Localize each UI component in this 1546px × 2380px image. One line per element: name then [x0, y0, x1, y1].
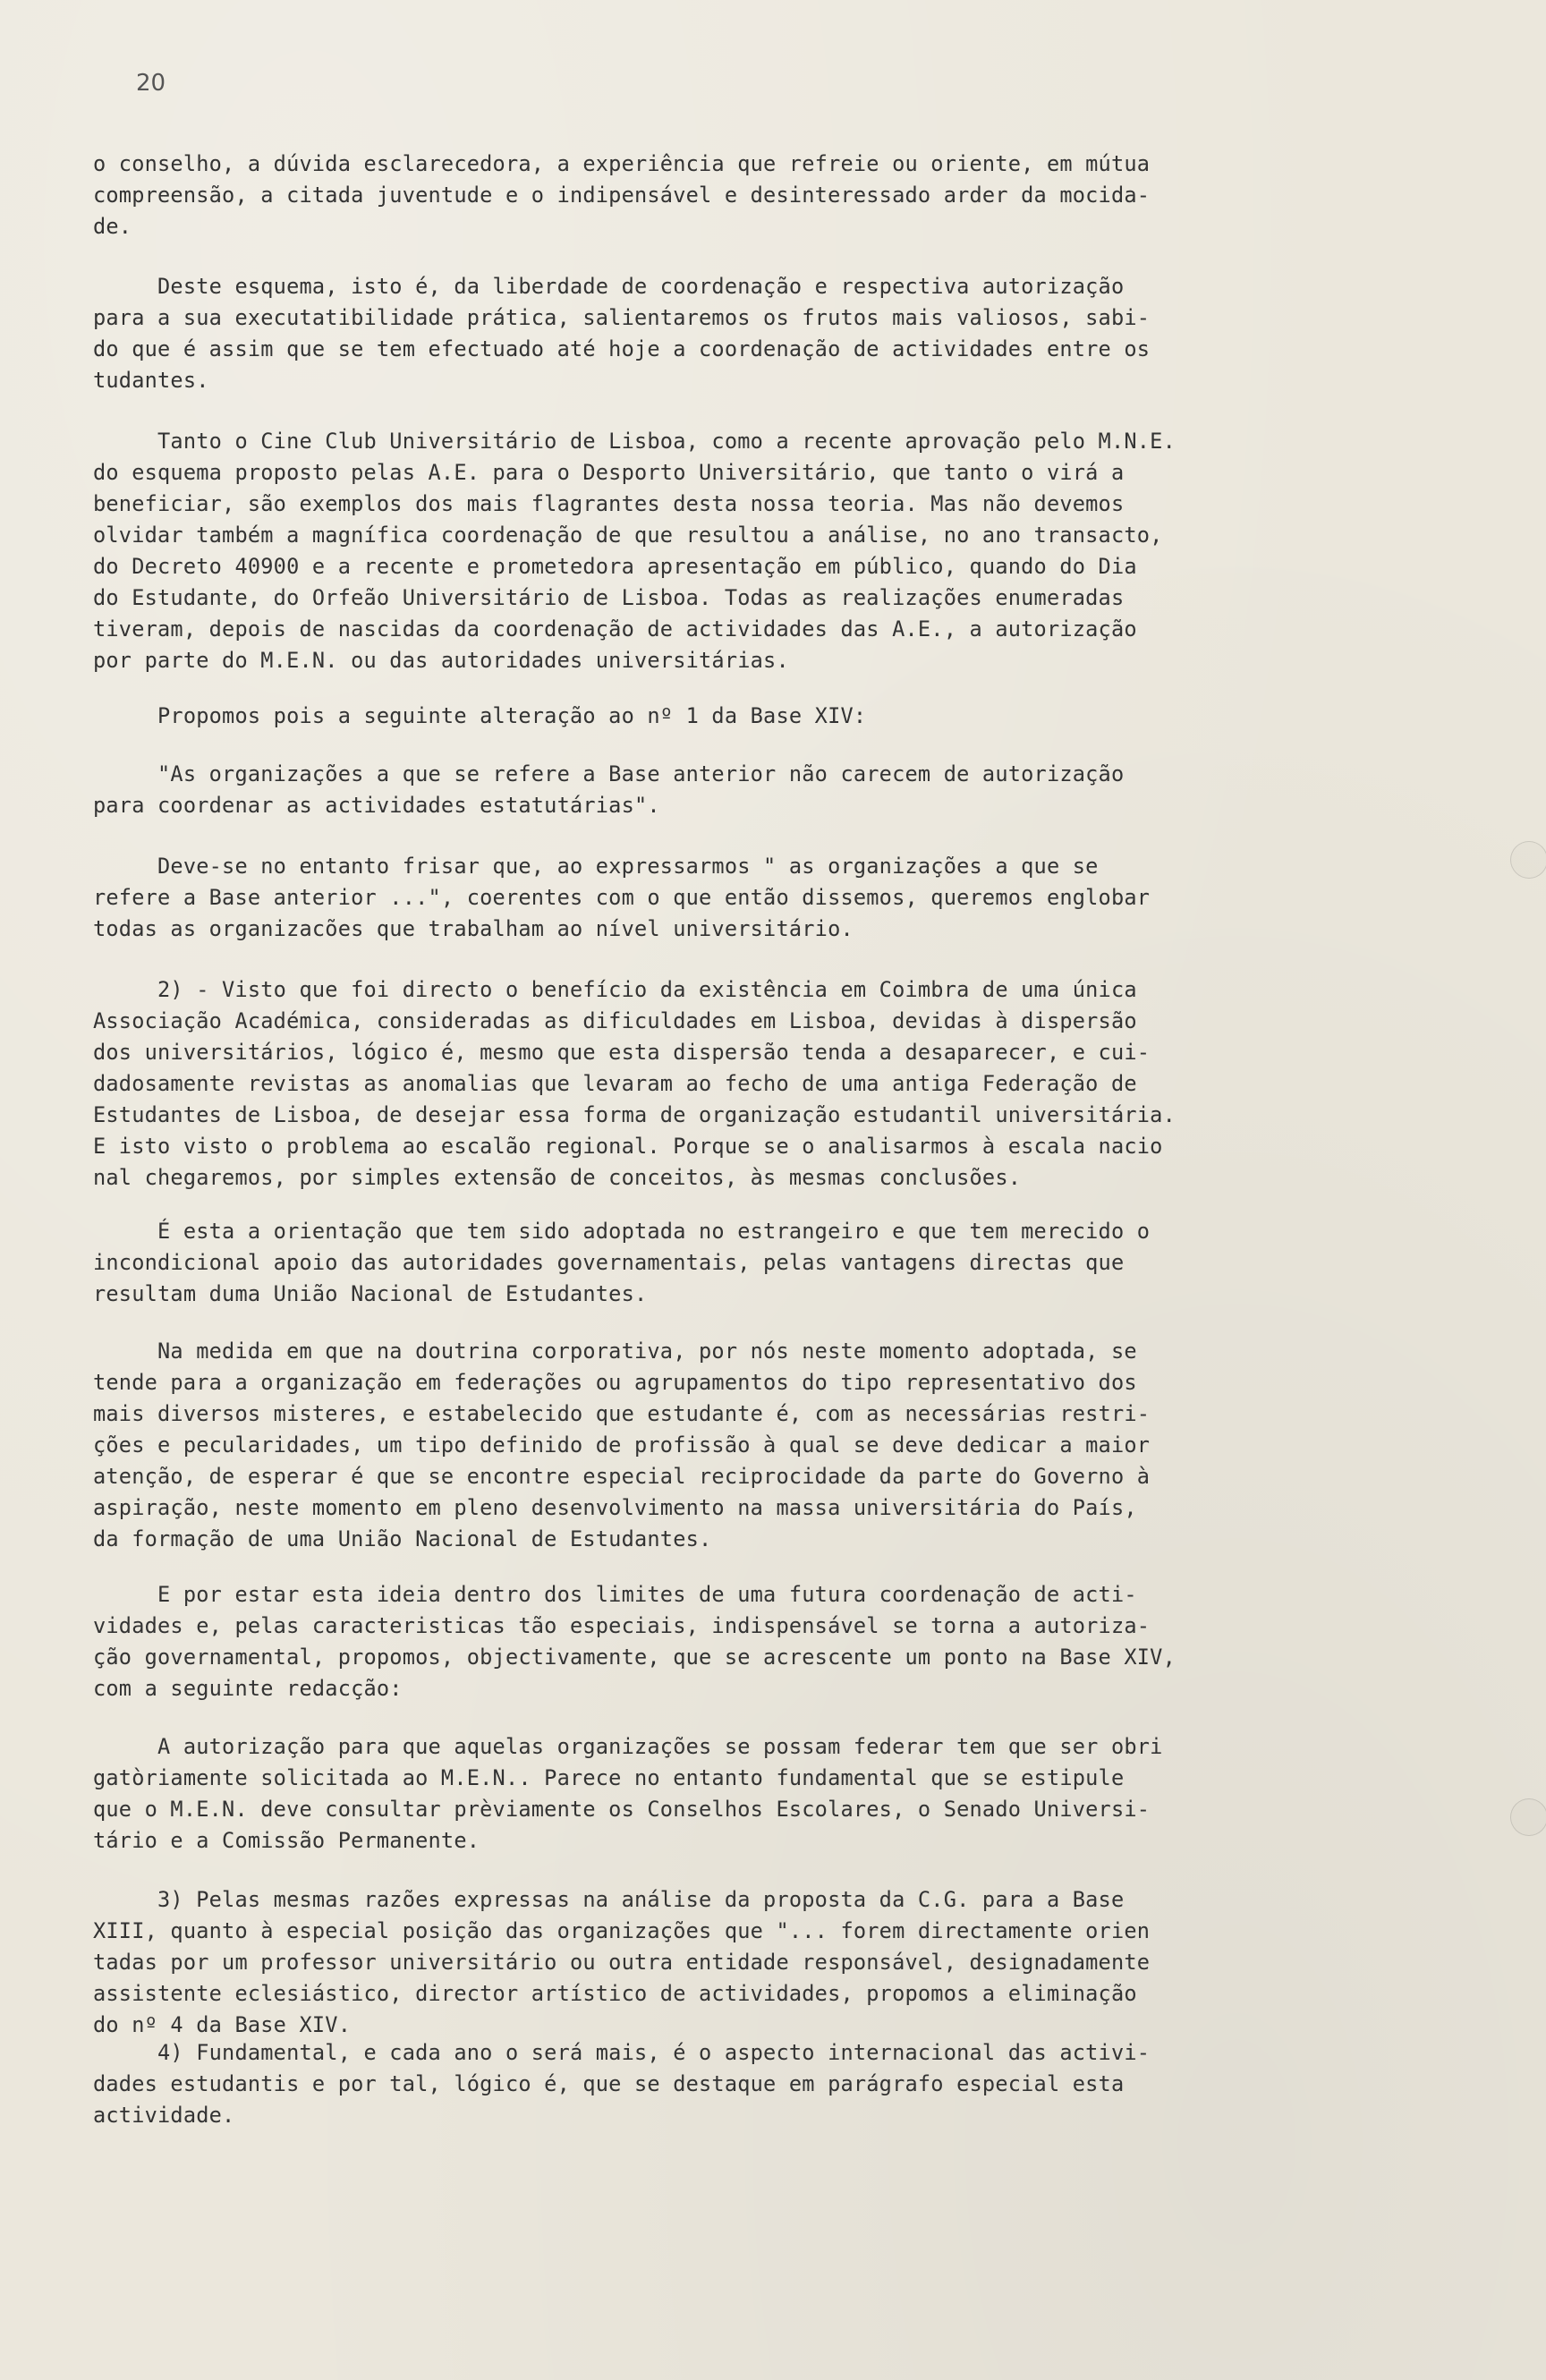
- text-line: tadas por um professor universitário ou outra entidade responsável, designadamente: [93, 1950, 1151, 1975]
- text-line: todas as organizacões que trabalham ao nível universitário.: [93, 916, 854, 941]
- text-line: compreensão, a citada juventude e o indipensável e desinteressado arder da mocida-: [93, 183, 1151, 208]
- text-line: do esquema proposto pelas A.E. para o Desporto Universitário, que tanto o virá a: [93, 460, 1125, 485]
- text-line: ções e pecularidades, um tipo definido de profissão à qual se deve dedicar a maior: [93, 1432, 1151, 1458]
- paragraph: [93, 1884, 1337, 2041]
- text-line: ção governamental, propomos, objectivamente, que se acrescente um ponto na Base XIV,: [93, 1645, 1176, 1670]
- text-line: 2) - Visto que foi directo o benefício da existência em Coimbra de uma única: [93, 977, 1137, 1002]
- text-line: o conselho, a dúvida esclarecedora, a experiência que refreie ou oriente, em mútua: [93, 151, 1151, 176]
- text-line: beneficiar, são exemplos dos mais flagrantes desta nossa teoria. Mas não devemos: [93, 491, 1125, 516]
- paragraph: [93, 851, 1337, 945]
- text-line: dos universitários, lógico é, mesmo que esta dispersão tenda a desaparecer, e cui-: [93, 1040, 1151, 1065]
- paragraph: [93, 759, 1337, 821]
- text-line: que o M.E.N. deve consultar prèviamente os Conselhos Escolares, o Senado Universi-: [93, 1797, 1151, 1822]
- text-line: 4) Fundamental, e cada ano o será mais, é o aspecto internacional das activi-: [93, 2040, 1151, 2065]
- text-line: da formação de uma União Nacional de Estudantes.: [93, 1526, 712, 1551]
- text-line: do nº 4 da Base XIV.: [93, 2012, 352, 2037]
- text-line: olvidar também a magnífica coordenação de que resultou a análise, no ano transacto,: [93, 523, 1163, 548]
- text-line: dadosamente revistas as anomalias que levaram ao fecho de uma antiga Federação de: [93, 1071, 1137, 1096]
- text-line: para coordenar as actividades estatutárias".: [93, 793, 660, 818]
- text-line: do que é assim que se tem efectuado até hoje a coordenação de actividades entre os: [93, 336, 1151, 361]
- paragraph: [93, 1216, 1337, 1310]
- paragraph: [93, 271, 1337, 396]
- paragraph: [93, 974, 1337, 1194]
- text-line: tiveram, depois de nascidas da coordenação de actividades das A.E., a autorização: [93, 616, 1137, 642]
- text-line: nal chegaremos, por simples extensão de conceitos, às mesmas conclusões.: [93, 1165, 1022, 1190]
- text-line: do Estudante, do Orfeão Universitário de Lisboa. Todas as realizações enumeradas: [93, 585, 1125, 610]
- text-line: E por estar esta ideia dentro dos limites de uma futura coordenação de acti-: [93, 1582, 1137, 1607]
- paragraph: [93, 1579, 1337, 1704]
- paragraph: [93, 426, 1337, 676]
- text-line: Na medida em que na doutrina corporativa, por nós neste momento adoptada, se: [93, 1339, 1137, 1364]
- text-line: tário e a Comissão Permanente.: [93, 1828, 480, 1853]
- text-line: de.: [93, 214, 132, 239]
- text-line: por parte do M.E.N. ou das autoridades universitárias.: [93, 648, 789, 673]
- text-line: assistente eclesiástico, director artístico de actividades, propomos a eliminação: [93, 1981, 1137, 2006]
- text-line: XIII, quanto à especial posição das organizações que "... forem directamente orien: [93, 1918, 1151, 1943]
- text-line: Associação Académica, consideradas as dificuldades em Lisboa, devidas à dispersão: [93, 1008, 1137, 1033]
- text-line: tende para a organização em federações ou agrupamentos do tipo representativo dos: [93, 1370, 1137, 1395]
- text-line: atenção, de esperar é que se encontre especial reciprocidade da parte do Governo à: [93, 1464, 1151, 1489]
- text-line: aspiração, neste momento em pleno desenvolvimento na massa universitária do País,: [93, 1495, 1137, 1520]
- paragraph: [93, 1731, 1337, 1857]
- paragraph: [93, 701, 1337, 732]
- text-line: E isto visto o problema ao escalão regional. Porque se o analisarmos à escala nacio: [93, 1134, 1163, 1159]
- text-line: gatòriamente solicitada ao M.E.N.. Parece no entanto fundamental que se estipule: [93, 1765, 1125, 1790]
- text-line: É esta a orientação que tem sido adoptada no estrangeiro e que tem merecido o: [93, 1219, 1151, 1244]
- paragraph: [93, 1336, 1337, 1555]
- punch-hole-top: [1510, 841, 1546, 879]
- paragraph: [93, 2037, 1337, 2131]
- text-line: A autorização para que aquelas organizações se possam federar tem que ser obri: [93, 1734, 1163, 1759]
- punch-hole-bottom: [1510, 1798, 1546, 1836]
- text-line: incondicional apoio das autoridades governamentais, pelas vantagens directas que: [93, 1250, 1125, 1275]
- text-line: do Decreto 40900 e a recente e prometedora apresentação em público, quando do Dia: [93, 554, 1137, 579]
- text-line: Estudantes de Lisboa, de desejar essa forma de organização estudantil universitária.: [93, 1102, 1176, 1127]
- text-line: com a seguinte redacção:: [93, 1676, 403, 1701]
- text-line: Propomos pois a seguinte alteração ao nº 1 da Base XIV:: [93, 703, 867, 728]
- page-number: 20: [136, 70, 166, 97]
- text-line: refere a Base anterior ...", coerentes com o que então dissemos, queremos englobar: [93, 885, 1151, 910]
- text-line: "As organizações a que se refere a Base anterior não carecem de autorização: [93, 761, 1125, 786]
- text-line: vidades e, pelas caracteristicas tão especiais, indispensável se torna a autoriza-: [93, 1613, 1151, 1638]
- text-line: Deve-se no entanto frisar que, ao expressarmos " as organizações a que se: [93, 854, 1099, 879]
- text-line: 3) Pelas mesmas razões expressas na análise da proposta da C.G. para a Base: [93, 1887, 1125, 1912]
- text-line: Deste esquema, isto é, da liberdade de coordenação e respectiva autorização: [93, 274, 1125, 299]
- text-line: para a sua executatibilidade prática, salientaremos os frutos mais valiosos, sabi-: [93, 305, 1151, 330]
- paragraph: [93, 149, 1337, 242]
- text-line: dades estudantis e por tal, lógico é, que se destaque em parágrafo especial esta: [93, 2071, 1125, 2096]
- text-line: mais diversos misteres, e estabelecido que estudante é, com as necessárias restri-: [93, 1401, 1151, 1426]
- text-line: tudantes.: [93, 368, 209, 393]
- text-line: actividade.: [93, 2103, 235, 2128]
- text-line: Tanto o Cine Club Universitário de Lisboa, como a recente aprovação pelo M.N.E.: [93, 429, 1176, 454]
- text-line: resultam duma União Nacional de Estudantes.: [93, 1281, 648, 1306]
